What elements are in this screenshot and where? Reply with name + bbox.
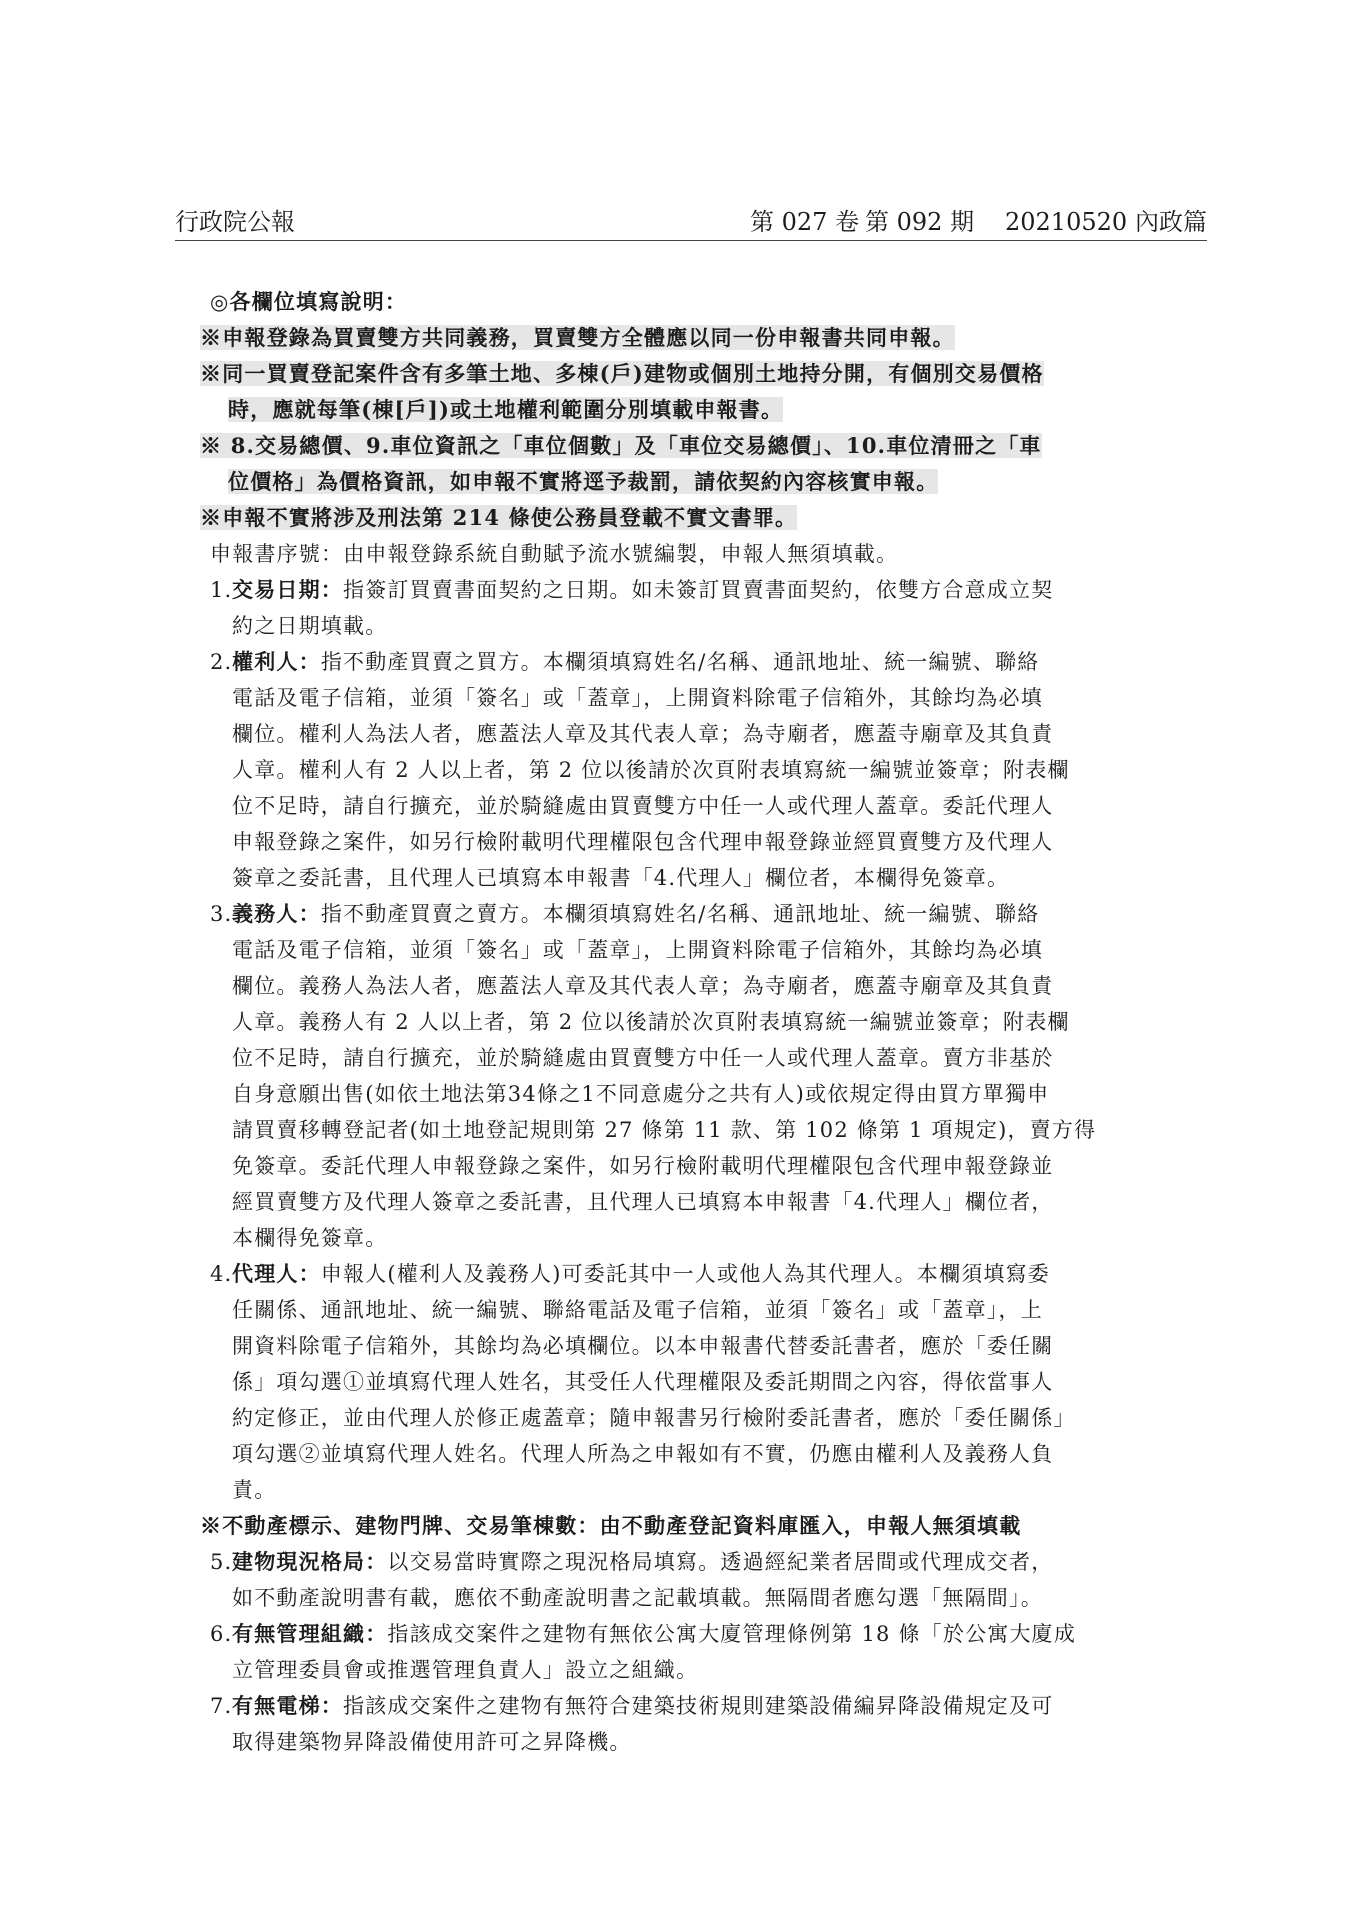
item-text: 項勾選②並填寫代理人姓名。代理人所為之申報如有不實，仍應由權利人及義務人負 [232, 1442, 1054, 1466]
list-item [210, 1256, 1170, 1508]
item-text: 欄位。權利人為法人者，應蓋法人章及其代表人章；為寺廟者，應蓋寺廟章及其負責 [232, 722, 1054, 746]
item-text: 指簽訂買賣書面契約之日期。如未簽訂買賣書面契約，依雙方合意成立契 [343, 578, 1054, 602]
notice-price-info: ※ 8.交易總價、9.車位資訊之「車位個數」及「車位交易總價」、10.車位清冊之「車 [200, 433, 1042, 458]
item-text: 請買賣移轉登記者(如土地登記規則第 27 條第 11 款、第 102 條第 1 項規定)，賣方得 [232, 1118, 1097, 1142]
section-name: 內政篇 [1135, 208, 1207, 236]
item-label: 有無管理組織： [232, 1621, 388, 1646]
item-text: 約之日期填載。 [232, 614, 388, 638]
item-label: 建物現況格局： [232, 1549, 388, 1574]
item-text: 電話及電子信箱，並須「簽名」或「蓋章」，上開資料除電子信箱外，其餘均為必填 [232, 686, 1043, 710]
item-text: 指不動產買賣之賣方。本欄須填寫姓名/名稱、通訊地址、統一編號、聯絡 [320, 902, 1040, 926]
issue-number: 第 092 期 [865, 208, 975, 236]
notice-price-info-cont: 位價格」為價格資訊，如申報不實將逕予裁罰，請依契約內容核實申報。 [228, 469, 939, 494]
item-text: 指不動產買賣之買方。本欄須填寫姓名/名稱、通訊地址、統一編號、聯絡 [320, 650, 1040, 674]
header-divider [175, 240, 1207, 241]
list-item [210, 1616, 1170, 1688]
section-heading: ◎各欄位填寫說明： [210, 289, 408, 314]
item-text: 立管理委員會或推選管理負責人」設立之組織。 [232, 1658, 699, 1682]
item-text: 申報人(權利人及義務人)可委託其中一人或他人為其代理人。本欄須填寫委 [320, 1262, 1050, 1286]
item-label: 義務人： [232, 901, 321, 926]
list-item [210, 1688, 1170, 1760]
item-label: 交易日期： [232, 577, 343, 602]
notice-multiple-parcels: ※同一買賣登記案件含有多筆土地、多棟(戶)建物或個別土地持分開，有個別交易價格 [200, 361, 1044, 386]
item-number: 5. [210, 1550, 233, 1574]
serial-number-note: 申報書序號：由申報登錄系統自動賦予流水號編製，申報人無須填載。 [210, 542, 899, 566]
item-text: 指該成交案件之建物有無依公寓大廈管理條例第 18 條「於公寓大廈成 [387, 1622, 1077, 1646]
item-text: 申報登錄之案件，如另行檢附載明代理權限包含代理申報登錄並經買賣雙方及代理人 [232, 830, 1054, 854]
notice-multiple-parcels-cont: 時，應就每筆(棟[戶])或土地權利範圍分別填載申報書。 [228, 397, 784, 422]
item-number: 4. [210, 1262, 233, 1286]
issue-date: 20210520 [1005, 208, 1128, 236]
item-number: 3. [210, 902, 233, 926]
item-text: 如不動產說明書有載，應依不動產說明書之記載填載。無隔間者應勾選「無隔間」。 [232, 1586, 1043, 1610]
item-text: 係」項勾選①並填寫代理人姓名，其受任人代理權限及委託期間之內容，得依當事人 [232, 1370, 1054, 1394]
item-number: 6. [210, 1622, 233, 1646]
item-text: 位不足時，請自行擴充，並於騎縫處由買賣雙方中任一人或代理人蓋章。委託代理人 [232, 794, 1054, 818]
item-text: 人章。義務人有 2 人以上者，第 2 位以後請於次頁附表填寫統一編號並簽章；附表欄 [232, 1010, 1070, 1034]
list-item [210, 644, 1170, 896]
page-header [175, 207, 1207, 237]
item-text: 任關係、通訊地址、統一編號、聯絡電話及電子信箱，並須「簽名」或「蓋章」，上 [232, 1298, 1043, 1322]
item-text: 免簽章。委託代理人申報登錄之案件，如另行檢附載明代理權限包含代理申報登錄並 [232, 1154, 1054, 1178]
item-label: 有無電梯： [232, 1693, 343, 1718]
item-text: 自身意願出售(如依土地法第34條之1不同意處分之共有人)或依規定得由買方單獨申 [232, 1082, 1050, 1106]
item-text: 取得建築物昇降設備使用許可之昇降機。 [232, 1730, 632, 1754]
item-label: 權利人： [232, 649, 321, 674]
item-text: 欄位。義務人為法人者，應蓋法人章及其代表人章；為寺廟者，應蓋寺廟章及其負責 [232, 974, 1054, 998]
item-number: 7. [210, 1694, 233, 1718]
journal-title: 行政院公報 [175, 208, 295, 236]
item-text: 簽章之委託書，且代理人已填寫本申報書「4.代理人」欄位者，本欄得免簽章。 [232, 866, 1010, 890]
item-number: 2. [210, 650, 233, 674]
list-item [210, 896, 1170, 1256]
volume-number: 第 027 卷 [750, 208, 860, 236]
list-item [210, 1544, 1170, 1616]
notice-joint-obligation: ※申報登錄為買賣雙方共同義務，買賣雙方全體應以同一份申報書共同申報。 [200, 325, 955, 350]
item-text: 指該成交案件之建物有無符合建築技術規則建築設備編昇降設備規定及可 [343, 1694, 1054, 1718]
item-text: 人章。權利人有 2 人以上者，第 2 位以後請於次頁附表填寫統一編號並簽章；附表欄 [232, 758, 1070, 782]
notice-criminal-law: ※申報不實將涉及刑法第 214 條使公務員登載不實文書罪。 [200, 505, 798, 530]
item-text: 經買賣雙方及代理人簽章之委託書，且代理人已填寫本申報書「4.代理人」欄位者， [232, 1190, 1054, 1214]
item-text: 開資料除電子信箱外，其餘均為必填欄位。以本申報書代替委託書者，應於「委任關 [232, 1334, 1054, 1358]
item-text: 責。 [232, 1478, 277, 1502]
notice-registry-import: ※不動產標示、建物門牌、交易筆棟數：由不動產登記資料庫匯入，申報人無須填載 [200, 1513, 1022, 1538]
item-text: 以交易當時實際之現況格局填寫。透過經紀業者居間或代理成交者， [387, 1550, 1054, 1574]
item-text: 位不足時，請自行擴充，並於騎縫處由買賣雙方中任一人或代理人蓋章。賣方非基於 [232, 1046, 1054, 1070]
item-text: 本欄得免簽章。 [232, 1226, 388, 1250]
item-text: 電話及電子信箱，並須「簽名」或「蓋章」，上開資料除電子信箱外，其餘均為必填 [232, 938, 1043, 962]
list-item [210, 572, 1170, 644]
item-label: 代理人： [232, 1261, 321, 1286]
document-body [200, 284, 1170, 1760]
item-text: 約定修正，並由代理人於修正處蓋章；隨申報書另行檢附委託書者，應於「委任關係」 [232, 1406, 1076, 1430]
item-number: 1. [210, 578, 233, 602]
